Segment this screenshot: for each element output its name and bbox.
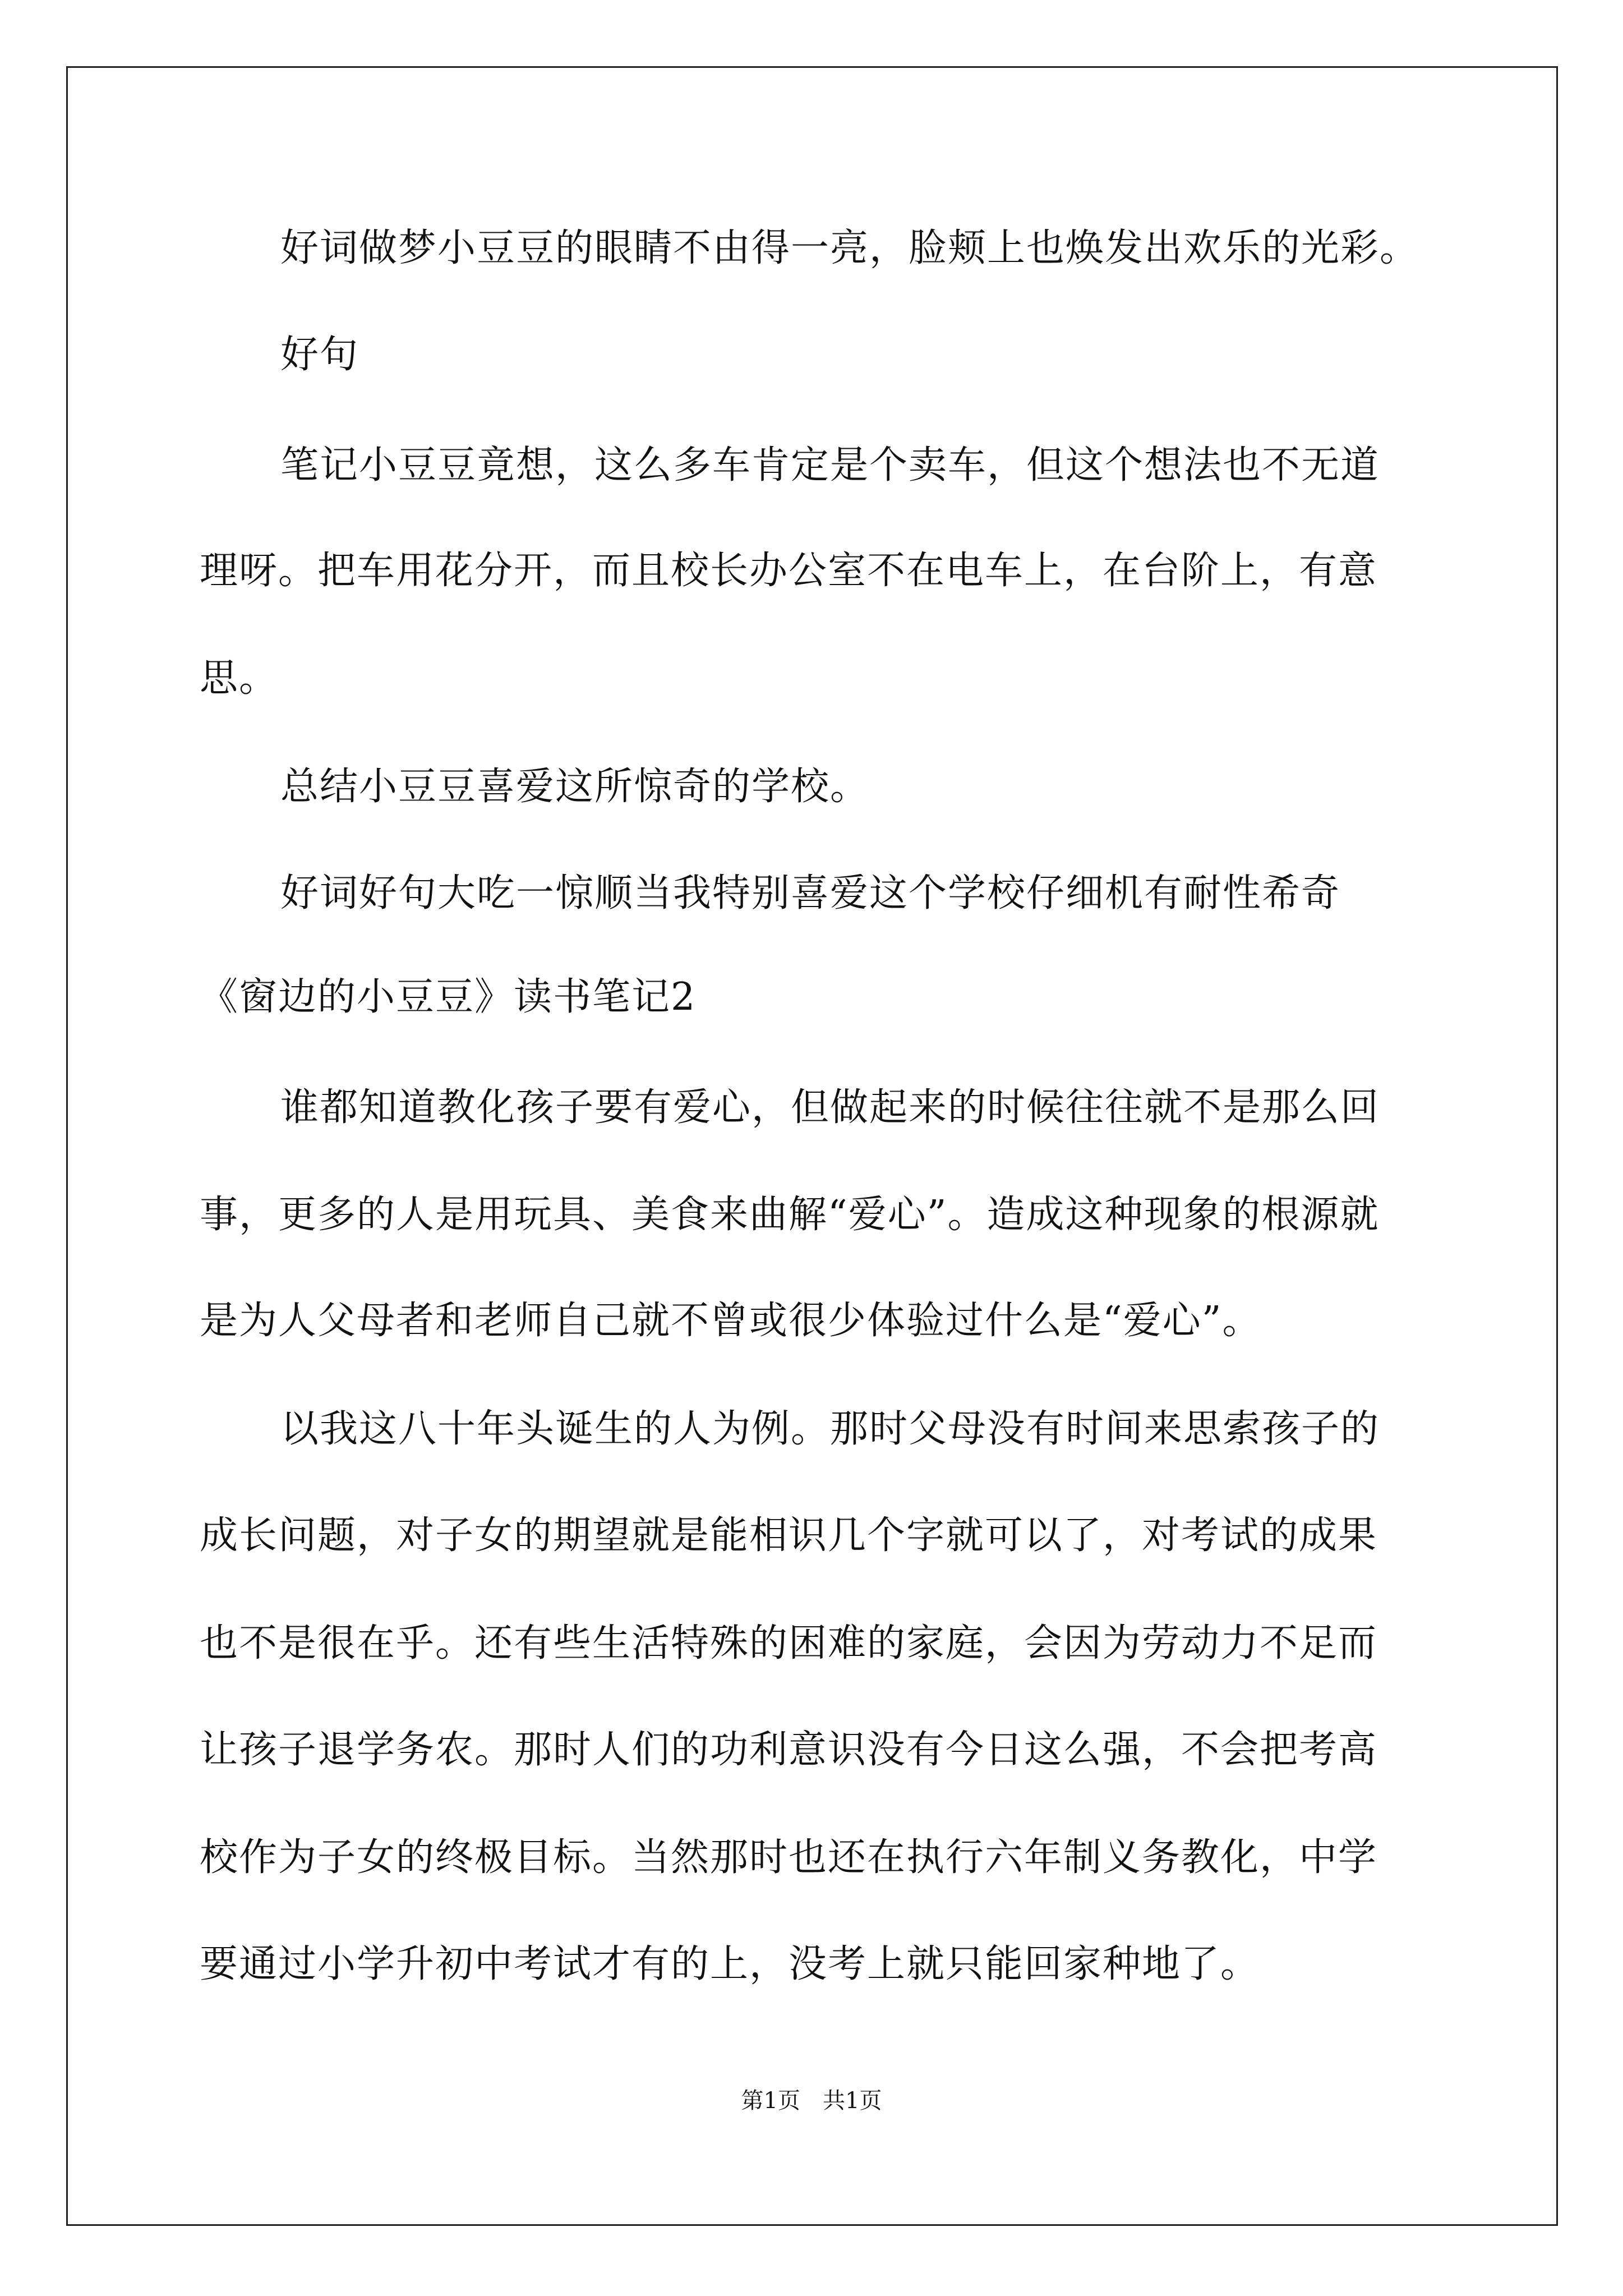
body-line: 思。 bbox=[200, 656, 279, 701]
body-line: 好词好句大吃一惊顺当我特别喜爱这个学校仔细机有耐性希奇 bbox=[280, 871, 1341, 915]
body-line: 校作为子女的终极目标。当然那时也还在执行六年制义务教化，中学 bbox=[200, 1835, 1378, 1880]
body-line: 要通过小学升初中考试才有的上，没考上就只能回家种地了。 bbox=[200, 1942, 1260, 1986]
body-line: 事，更多的人是用玩具、美食来曲解“爱心”。造成这种现象的根源就 bbox=[200, 1193, 1380, 1237]
body-line: 好句 bbox=[280, 333, 359, 377]
page-number: 第1页 共1页 bbox=[741, 2088, 882, 2114]
body-line: 是为人父母者和老师自己就不曾或很少体验过什么是“爱心”。 bbox=[200, 1299, 1262, 1343]
body-line: 也不是很在乎。还有些生活特殊的困难的家庭，会因为劳动力不足而 bbox=[200, 1621, 1378, 1665]
body-line: 让孩子退学务农。那时人们的功利意识没有今日这么强，不会把考高 bbox=[200, 1728, 1378, 1772]
body-line: 理呀。把车用花分开，而且校长办公室不在电车上，在台阶上，有意 bbox=[200, 549, 1378, 593]
page-frame bbox=[66, 66, 1558, 2226]
body-line: 笔记小豆豆竟想，这么多车肯定是个卖车，但这个想法也不无道 bbox=[280, 443, 1380, 487]
body-line: 以我这八十年头诞生的人为例。那时父母没有时间来思索孩子的 bbox=[280, 1407, 1380, 1451]
body-line: 总结小豆豆喜爱这所惊奇的学校。 bbox=[280, 765, 870, 809]
body-line: 谁都知道教化孩子要有爱心，但做起来的时候往往就不是那么回 bbox=[280, 1085, 1380, 1130]
body-line: 好词做梦小豆豆的眼睛不由得一亮，脸颊上也焕发出欢乐的光彩。 bbox=[280, 226, 1419, 270]
section-heading: 《窗边的小豆豆》读书笔记2 bbox=[200, 975, 697, 1019]
body-line: 成长问题，对子女的期望就是能相识几个字就可以了，对考试的成果 bbox=[200, 1513, 1378, 1558]
